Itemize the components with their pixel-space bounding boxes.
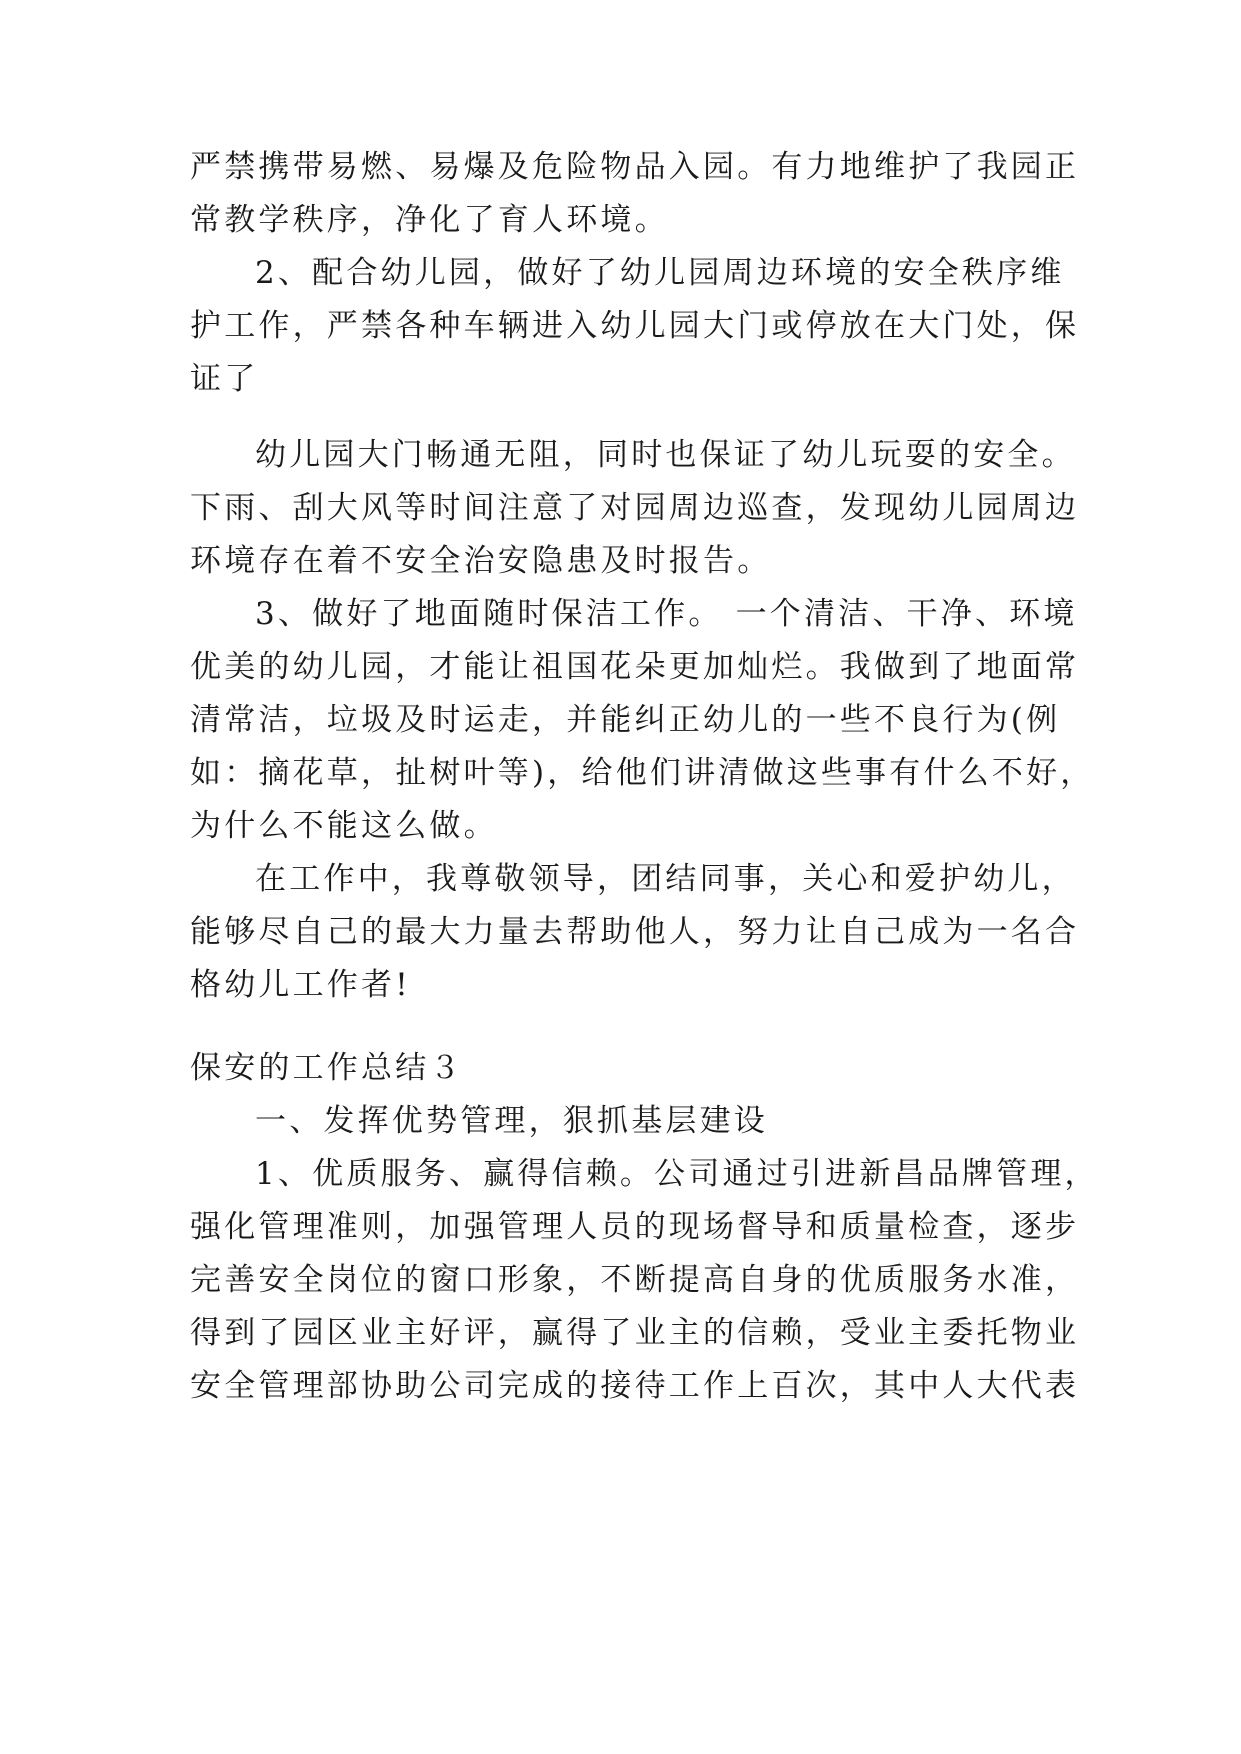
text-line: 优美的幼儿园，才能让祖国花朵更加灿烂。我做到了地面常 <box>190 649 1080 685</box>
text-line: 清常洁，垃圾及时运走，并能纠正幼儿的一些不良行为(例 <box>190 702 1061 738</box>
section-title: 保安的工作总结３ <box>190 1050 464 1086</box>
text-line: 得到了园区业主好评，赢得了业主的信赖，受业主委托物业 <box>190 1315 1080 1351</box>
text-line: 3、做好了地面随时保洁工作。 一个清洁、干净、环境 <box>255 596 1078 632</box>
text-line: 护工作，严禁各种车辆进入幼儿园大门或停放在大门处，保 <box>190 308 1080 344</box>
text-line: 格幼儿工作者! <box>190 967 411 1003</box>
section-heading: 一、发挥优势管理，狠抓基层建设 <box>255 1103 768 1139</box>
text-line: 常教学秩序，净化了育人环境。 <box>190 202 669 238</box>
text-line: 环境存在着不安全治安隐患及时报告。 <box>190 543 772 579</box>
text-line: 完善安全岗位的窗口形象，不断提高自身的优质服务水准， <box>190 1262 1080 1298</box>
text-line: 幼儿园大门畅通无阻，同时也保证了幼儿玩耍的安全。 <box>255 437 1076 473</box>
text-line: 能够尽自己的最大力量去帮助他人，努力让自己成为一名合 <box>190 914 1080 950</box>
text-line: 强化管理准则，加强管理人员的现场督导和质量检查，逐步 <box>190 1209 1080 1245</box>
text-line: 2、配合幼儿园，做好了幼儿园周边环境的安全秩序维 <box>255 255 1065 291</box>
text-line: 1、优质服务、赢得信赖。公司通过引进新昌品牌管理， <box>255 1156 1099 1192</box>
text-line: 下雨、刮大风等时间注意了对园周边巡查，发现幼儿园周边 <box>190 490 1080 526</box>
text-line: 证了 <box>190 361 259 397</box>
text-line: 在工作中，我尊敬领导，团结同事，关心和爱护幼儿， <box>255 861 1076 897</box>
text-line: 安全管理部协助公司完成的接待工作上百次，其中人大代表 <box>190 1368 1080 1404</box>
text-line: 如：摘花草，扯树叶等)，给他们讲清做这些事有什么不好， <box>190 755 1095 791</box>
text-line: 严禁携带易燃、易爆及危险物品入园。有力地维护了我园正 <box>190 149 1080 185</box>
text-line: 为什么不能这么做。 <box>190 808 498 844</box>
